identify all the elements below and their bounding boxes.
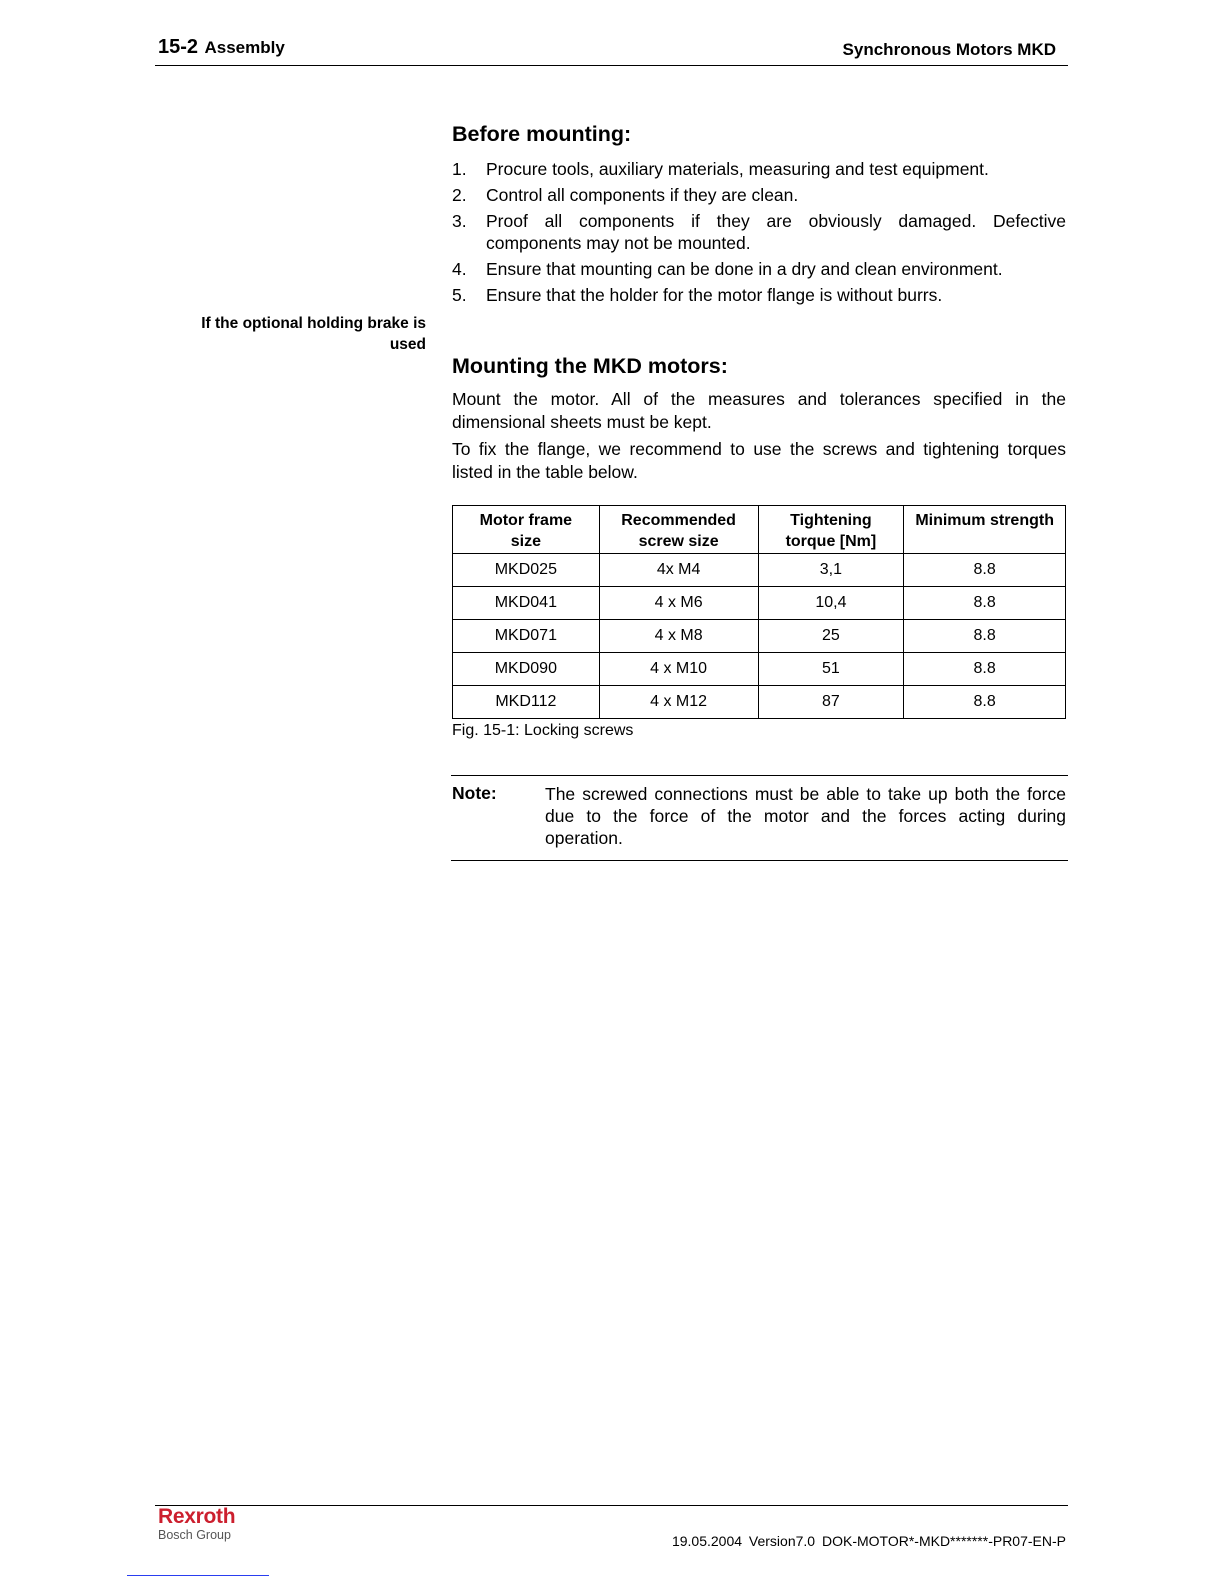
- page-header-left: [158, 36, 285, 59]
- step-text: Proof all components if they are obviously damaged. Defective components may not be mounted.: [486, 211, 1066, 253]
- table-cell: MKD112: [453, 686, 600, 719]
- step-number: 2.: [452, 185, 467, 205]
- table-row: [453, 686, 1066, 719]
- column-header: Tightening torque [Nm]: [758, 506, 904, 554]
- step-item: [452, 284, 1066, 306]
- locking-screws-table: [452, 505, 1066, 719]
- table-cell: 51: [758, 653, 904, 686]
- step-number: 5.: [452, 285, 467, 305]
- table-cell: 8.8: [904, 554, 1066, 587]
- table-cell: 4x M4: [599, 554, 758, 587]
- table-cell: 8.8: [904, 686, 1066, 719]
- step-number: 4.: [452, 259, 467, 279]
- mounting-paragraph-2: To fix the flange, we recommend to use the screws and tightening torques listed in the table below.: [452, 439, 1066, 482]
- rexroth-logo: Rexroth: [158, 1505, 236, 1528]
- footer-divider: [155, 1505, 1068, 1506]
- table-row: [453, 554, 1066, 587]
- table-cell: MKD071: [453, 620, 600, 653]
- table-cell: 8.8: [904, 620, 1066, 653]
- step-text: Control all components if they are clean.: [486, 185, 799, 205]
- table-cell: MKD025: [453, 554, 600, 587]
- column-header: Recommended screw size: [599, 506, 758, 554]
- table-cell: 4 x M8: [599, 620, 758, 653]
- column-header: Motor frame size: [453, 506, 600, 554]
- note-bottom-divider: [451, 860, 1068, 861]
- column-header: Minimum strength: [904, 506, 1066, 554]
- footer-doc-id: DOK-MOTOR*-MKD*******-PR07-EN-P: [821, 1533, 1066, 1549]
- step-item: [452, 184, 1066, 206]
- margin-note-line-2: used: [389, 336, 426, 353]
- table-cell: 25: [758, 620, 904, 653]
- table-cell: 8.8: [904, 587, 1066, 620]
- margin-note: [150, 313, 426, 355]
- bosch-group-label: Bosch Group: [158, 1528, 231, 1542]
- margin-note-line-1: If the optional holding brake is: [201, 315, 426, 332]
- note-top-divider: [451, 775, 1068, 776]
- step-text: Procure tools, auxiliary materials, measuring and test equipment.: [486, 159, 989, 179]
- page-number: 15-2: [158, 36, 199, 58]
- header-divider: [155, 65, 1068, 66]
- table-cell: 4 x M12: [599, 686, 758, 719]
- step-number: 3.: [452, 211, 467, 231]
- section-title: Assembly: [204, 38, 285, 57]
- step-text: Ensure that mounting can be done in a dry and clean environment.: [486, 259, 1003, 279]
- footer-date: 19.05.2004: [671, 1533, 743, 1549]
- document-title: Synchronous Motors MKD: [842, 40, 1056, 59]
- note-label: Note:: [452, 783, 497, 803]
- note-text: The screwed connections must be able to take up both the force due to the force of the motor and the forces acting during operation.: [545, 784, 1066, 848]
- before-mounting-steps: [452, 158, 1066, 310]
- step-number: 1.: [452, 159, 467, 179]
- footer-doc-info: [672, 1533, 1066, 1549]
- mounting-heading: Mounting the MKD motors:: [452, 354, 728, 378]
- table-header-row: [453, 506, 1066, 554]
- before-mounting-heading: Before mounting:: [452, 122, 632, 146]
- table-cell: 4 x M10: [599, 653, 758, 686]
- table-row: [453, 620, 1066, 653]
- table-cell: MKD090: [453, 653, 600, 686]
- table-cell: MKD041: [453, 587, 600, 620]
- table-cell: 87: [758, 686, 904, 719]
- table-caption: Fig. 15-1: Locking screws: [452, 722, 634, 739]
- table-row: [453, 587, 1066, 620]
- step-item: [452, 210, 1066, 254]
- table-cell: 3,1: [758, 554, 904, 587]
- table-cell: 8.8: [904, 653, 1066, 686]
- footer-version: Version7.0: [748, 1533, 816, 1549]
- step-item: [452, 258, 1066, 280]
- table-cell: 4 x M6: [599, 587, 758, 620]
- table-row: [453, 653, 1066, 686]
- step-item: [452, 158, 1066, 180]
- table-cell: 10,4: [758, 587, 904, 620]
- footer-link-underline: [127, 1575, 269, 1576]
- step-text: Ensure that the holder for the motor flange is without burrs.: [486, 285, 943, 305]
- mounting-paragraph-1: Mount the motor. All of the measures and tolerances specified in the dimensional sheets must be kept.: [452, 389, 1066, 432]
